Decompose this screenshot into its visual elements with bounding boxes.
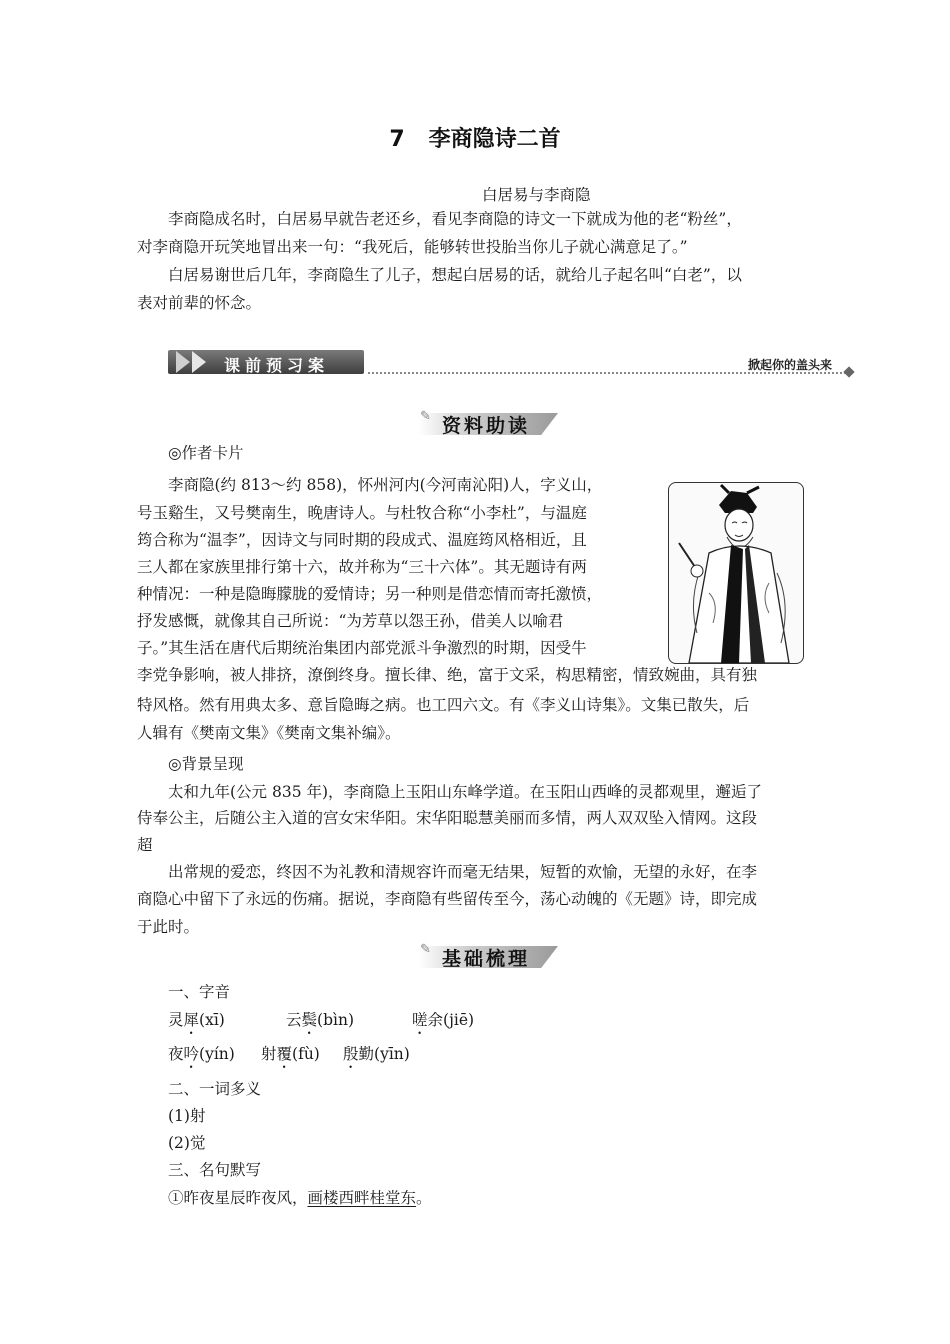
portrait-drawing (669, 483, 803, 663)
lesson-title: 李商隐诗二首 (428, 127, 561, 152)
story-line: 对李商隐开玩笑地冒出来一句：“我死后，能够转世投胎当你儿子就心满意足了。” (137, 238, 688, 256)
chevron-icon (192, 351, 206, 373)
background-line: 太和九年(公元 835 年)，李商隐上玉阳山东峰学道。在玉阳山西峰的灵都观里，邂逅了 (168, 783, 763, 801)
story-line: 白居易谢世后几年，李商隐生了儿子，想起白居易的话，就给儿子起名叫“白老”，以 (168, 266, 742, 284)
author-line: 李党争影响，被人排挤，潦倒终身。擅长律、绝，富于文采，构思精密，情致婉曲，具有独 (137, 666, 758, 684)
pronunciation-item (412, 1008, 474, 1038)
background-line: 侍奉公主，后随公主入道的宫女宋华阳。宋华阳聪慧美丽而多情，两人双双坠入情网。这段 (137, 809, 758, 827)
story-line: 李商隐成名时，白居易早就告老还乡，看见李商隐的诗文一下就成为他的老“粉丝”， (168, 210, 742, 228)
item-prefix: 夜 (168, 1045, 184, 1063)
recitation-item (168, 1186, 432, 1210)
polysemy-item: (1)射 (168, 1107, 206, 1125)
author-line: 特风格。然有用典太多、意旨隐晦之病。也工四六文。有《李义山诗集》。文集已散失，后 (137, 696, 750, 714)
section-heading-text: 基础梳理 (442, 948, 531, 970)
author-line: 人辑有《樊南文集》《樊南文集补编》。 (137, 724, 401, 742)
marked-char: 犀 (183, 1011, 200, 1029)
author-line: 筠合称为“温李”，因诗文与同时期的段成式、温庭筠风格相近，且 (137, 531, 587, 549)
pronunciation-item (261, 1042, 320, 1072)
item-pinyin: (bìn) (317, 1011, 354, 1029)
pen-icon: ✎ (420, 409, 431, 424)
pronunciation-item (343, 1042, 410, 1072)
banner-slogan: 掀起你的盖头来 (748, 358, 833, 372)
author-card-label: ◎作者卡片 (168, 444, 244, 462)
recitation-prompt: ①昨夜星辰昨夜风， (168, 1189, 308, 1207)
marked-char: 覆 (276, 1045, 293, 1063)
preview-banner (168, 347, 858, 377)
author-portrait (668, 482, 804, 664)
marked-char: 吟 (183, 1045, 200, 1063)
section-heading-text: 资料助读 (442, 415, 531, 437)
polysemy-item: (2)觉 (168, 1134, 206, 1152)
background-line: 商隐心中留下了永远的伤痛。据说，李商隐有些留传至今，荡心动魄的《无题》诗，即完成 (137, 890, 758, 908)
item-pinyin: (xī) (199, 1011, 225, 1029)
section-heading-basics (418, 942, 568, 972)
item-pinyin: (fù) (292, 1045, 320, 1063)
item-pinyin: (yín) (199, 1045, 235, 1063)
chevron-icon (176, 351, 190, 373)
author-line: 种情况：一种是隐晦朦胧的爱情诗；另一种则是借恋情而寄托激愤， (137, 585, 603, 603)
story-title: 白居易与李商隐 (482, 186, 591, 204)
author-line: 子。”其生活在唐代后期统治集团内部党派斗争激烈的时期，因受牛 (137, 639, 587, 657)
lesson-number: 7 (389, 127, 405, 152)
recitation-heading: 三、名句默写 (168, 1161, 262, 1179)
marked-char: 鬓 (301, 1011, 318, 1029)
pronunciation-item (286, 1008, 354, 1038)
background-line: 于此时。 (137, 918, 200, 936)
background-label: ◎背景呈现 (168, 755, 244, 773)
diamond-icon (843, 366, 854, 377)
pen-icon: ✎ (420, 942, 431, 957)
item-prefix: 灵 (168, 1011, 184, 1029)
author-line: 号玉谿生，又号樊南生，晚唐诗人。与杜牧合称“小李杜”，与温庭 (137, 504, 587, 522)
background-line: 超 (137, 836, 153, 854)
polysemy-heading: 二、一词多义 (168, 1080, 262, 1098)
author-line: 三人都在家族里排行第十六，故并称为“三十六体”。其无题诗有两 (137, 558, 587, 576)
item-pinyin: 余(jiē) (427, 1011, 475, 1029)
author-line: 抒发感慨，就像其自己所说：“为芳草以怨王孙，借美人以喻君 (137, 612, 564, 630)
item-prefix: 射 (261, 1045, 277, 1063)
pronunciation-item (168, 1042, 235, 1072)
pronunciation-item (168, 1008, 225, 1038)
pronunciation-heading: 一、字音 (168, 983, 231, 1001)
recitation-answer: 画楼西畔桂堂东 (307, 1189, 417, 1207)
item-pinyin: 勤(yīn) (358, 1045, 410, 1063)
banner-label: 课前预习案 (224, 356, 330, 375)
section-heading-reading (418, 409, 568, 439)
page-title (0, 122, 950, 153)
recitation-period: 。 (416, 1189, 432, 1207)
marked-char: 殷 (343, 1045, 359, 1063)
marked-char: 嗟 (412, 1011, 428, 1029)
background-line: 出常规的爱恋，终因不为礼教和清规容许而毫无结果，短暂的欢愉，无望的永好，在李 (168, 863, 758, 881)
story-line: 表对前辈的怀念。 (137, 294, 262, 312)
author-line: 李商隐(约 813～约 858)，怀州河内(今河南沁阳)人，字义山， (168, 476, 603, 494)
item-prefix: 云 (286, 1011, 302, 1029)
